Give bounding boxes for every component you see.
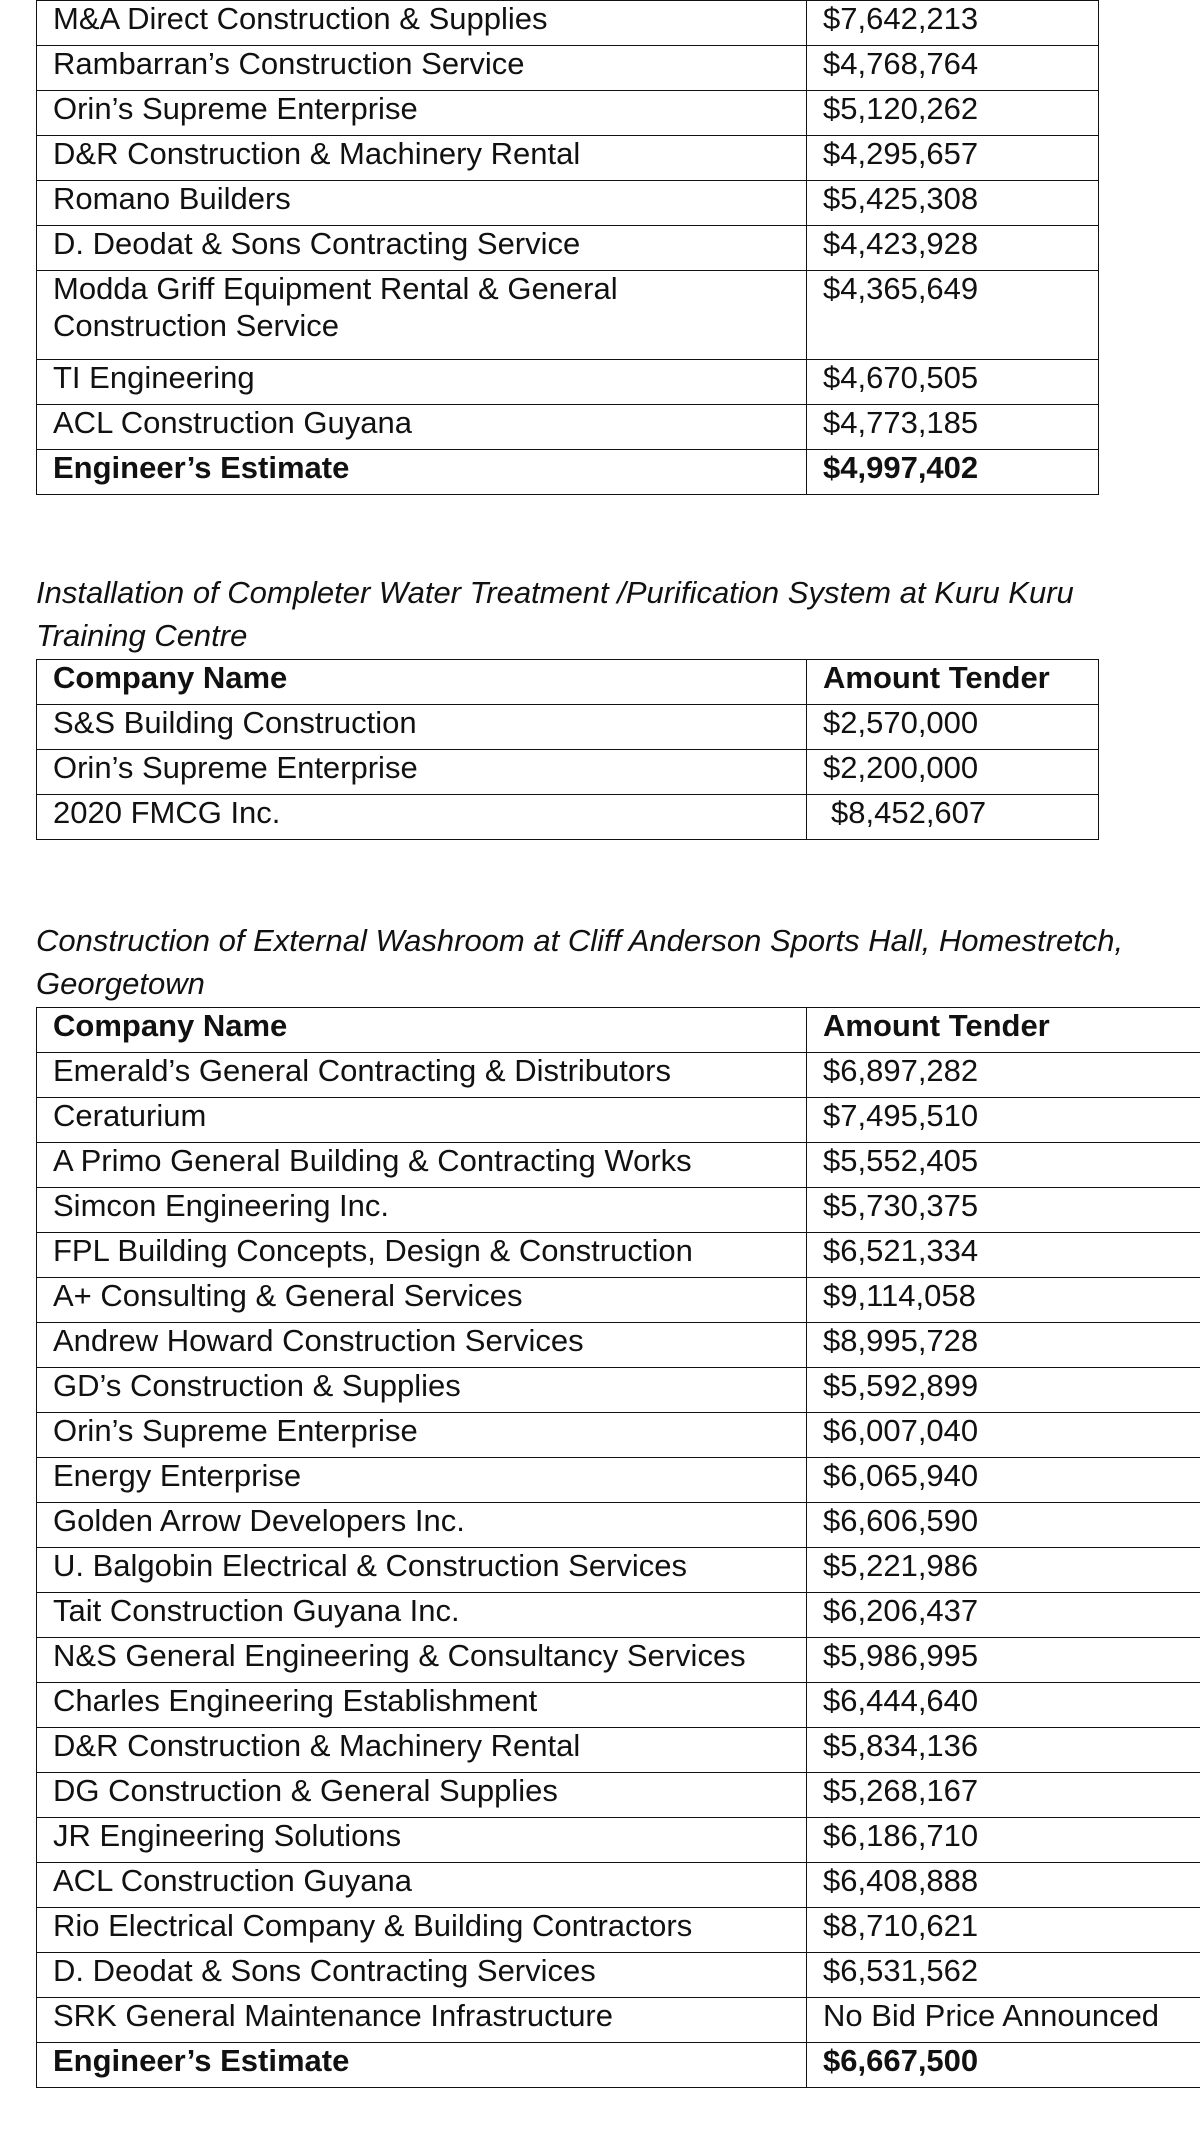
company-cell: Golden Arrow Developers Inc. [37,1503,807,1548]
company-cell: Orin’s Supreme Enterprise [37,1413,807,1458]
table-row [37,181,1099,226]
company-cell: S&S Building Construction [37,705,807,750]
company-cell: D&R Construction & Machinery Rental [37,1728,807,1773]
amount-cell: $5,552,405 [807,1143,1200,1188]
amount-cell: $8,710,621 [807,1908,1200,1953]
company-cell: FPL Building Concepts, Design & Construction [37,1233,807,1278]
company-cell: ACL Construction Guyana [37,1863,807,1908]
amount-cell: $6,065,940 [807,1458,1200,1503]
table-row [37,1368,1200,1413]
amount-cell: $6,521,334 [807,1233,1200,1278]
amount-cell: $4,365,649 [807,271,1099,360]
company-cell: Emerald’s General Contracting & Distributors [37,1053,807,1098]
table-row [37,1278,1200,1323]
company-cell: D. Deodat & Sons Contracting Services [37,1953,807,1998]
engineers-estimate-row [37,2043,1200,2088]
company-cell: Ceraturium [37,1098,807,1143]
company-cell: A Primo General Building & Contracting Works [37,1143,807,1188]
company-cell: U. Balgobin Electrical & Construction Services [37,1548,807,1593]
table-row [37,1233,1200,1278]
amount-cell: $6,897,282 [807,1053,1200,1098]
column-header-company: Company Name [37,1008,807,1053]
table-row [37,1413,1200,1458]
amount-cell: $4,295,657 [807,136,1099,181]
table-row [37,1098,1200,1143]
table-row [37,1638,1200,1683]
amount-cell: $7,495,510 [807,1098,1200,1143]
table-row [37,91,1099,136]
amount-cell: $6,007,040 [807,1413,1200,1458]
column-header-amount: Amount Tender [807,660,1099,705]
table-row [37,136,1099,181]
table-row [37,1053,1200,1098]
table-row [37,1143,1200,1188]
amount-cell: $6,186,710 [807,1818,1200,1863]
amount-cell: $4,423,928 [807,226,1099,271]
table-row [37,1818,1200,1863]
company-cell: Orin’s Supreme Enterprise [37,91,807,136]
table-row [37,46,1099,91]
column-header-amount: Amount Tender [807,1008,1200,1053]
company-cell: ACL Construction Guyana [37,405,807,450]
table-row [37,705,1099,750]
amount-cell: $6,444,640 [807,1683,1200,1728]
table-row [37,1683,1200,1728]
table-row [37,1593,1200,1638]
table-row [37,1998,1200,2043]
company-cell: Charles Engineering Establishment [37,1683,807,1728]
table-row [37,1188,1200,1233]
amount-cell: $6,606,590 [807,1503,1200,1548]
table-row [37,1,1099,46]
company-cell: Andrew Howard Construction Services [37,1323,807,1368]
table-row [37,1548,1200,1593]
table-row [37,1953,1200,1998]
table-row [37,1908,1200,1953]
amount-cell: No Bid Price Announced [807,1998,1200,2043]
amount-cell: $8,452,607 [807,795,1099,840]
company-cell: DG Construction & General Supplies [37,1773,807,1818]
amount-cell: $5,268,167 [807,1773,1200,1818]
amount-cell: $5,730,375 [807,1188,1200,1233]
company-cell: 2020 FMCG Inc. [37,795,807,840]
company-cell: Tait Construction Guyana Inc. [37,1593,807,1638]
amount-cell: $8,995,728 [807,1323,1200,1368]
company-cell: N&S General Engineering & Consultancy Services [37,1638,807,1683]
amount-cell: $4,773,185 [807,405,1099,450]
table-header-row [37,660,1099,705]
company-cell: A+ Consulting & General Services [37,1278,807,1323]
company-cell: GD’s Construction & Supplies [37,1368,807,1413]
tender-table-1 [36,0,1099,495]
amount-cell: $5,425,308 [807,181,1099,226]
estimate-label: Engineer’s Estimate [37,450,807,495]
amount-cell: $6,206,437 [807,1593,1200,1638]
amount-cell: $4,670,505 [807,360,1099,405]
amount-cell: $5,120,262 [807,91,1099,136]
table-row [37,271,1099,360]
company-cell: Simcon Engineering Inc. [37,1188,807,1233]
estimate-label: Engineer’s Estimate [37,2043,807,2088]
company-cell: D. Deodat & Sons Contracting Service [37,226,807,271]
amount-cell: $4,768,764 [807,46,1099,91]
company-cell: JR Engineering Solutions [37,1818,807,1863]
company-cell: Modda Griff Equipment Rental & General Construction Service [37,271,807,360]
tender-table-3 [36,1007,1200,2088]
table-row [37,1503,1200,1548]
company-cell: SRK General Maintenance Infrastructure [37,1998,807,2043]
amount-cell: $2,200,000 [807,750,1099,795]
amount-cell: $6,408,888 [807,1863,1200,1908]
table-row [37,1863,1200,1908]
amount-cell: $5,834,136 [807,1728,1200,1773]
company-cell: Orin’s Supreme Enterprise [37,750,807,795]
table-row [37,750,1099,795]
amount-cell: $5,592,899 [807,1368,1200,1413]
amount-cell: $5,221,986 [807,1548,1200,1593]
company-cell: TI Engineering [37,360,807,405]
tender-table-2 [36,659,1099,840]
table-row [37,1458,1200,1503]
table-caption: Installation of Completer Water Treatment /Purification System at Kuru Kuru Training Centre [36,575,1074,653]
table-row [37,405,1099,450]
amount-cell: $2,570,000 [807,705,1099,750]
amount-cell: $6,531,562 [807,1953,1200,1998]
amount-cell: $9,114,058 [807,1278,1200,1323]
amount-cell: $5,986,995 [807,1638,1200,1683]
table-row [37,1323,1200,1368]
table-row [37,226,1099,271]
table-header-row [37,1008,1200,1053]
table-row [37,1773,1200,1818]
column-header-company: Company Name [37,660,807,705]
company-cell: M&A Direct Construction & Supplies [37,1,807,46]
company-cell: Rio Electrical Company & Building Contractors [37,1908,807,1953]
engineers-estimate-row [37,450,1099,495]
table-row [37,1728,1200,1773]
table-row [37,360,1099,405]
company-cell: Rambarran’s Construction Service [37,46,807,91]
table-row [37,795,1099,840]
company-cell: Energy Enterprise [37,1458,807,1503]
company-cell: D&R Construction & Machinery Rental [37,136,807,181]
table-caption: Construction of External Washroom at Cliff Anderson Sports Hall, Homestretch, Georgetown [36,923,1124,1001]
estimate-amount: $6,667,500 [807,2043,1200,2088]
amount-cell: $7,642,213 [807,1,1099,46]
company-cell: Romano Builders [37,181,807,226]
estimate-amount: $4,997,402 [807,450,1099,495]
